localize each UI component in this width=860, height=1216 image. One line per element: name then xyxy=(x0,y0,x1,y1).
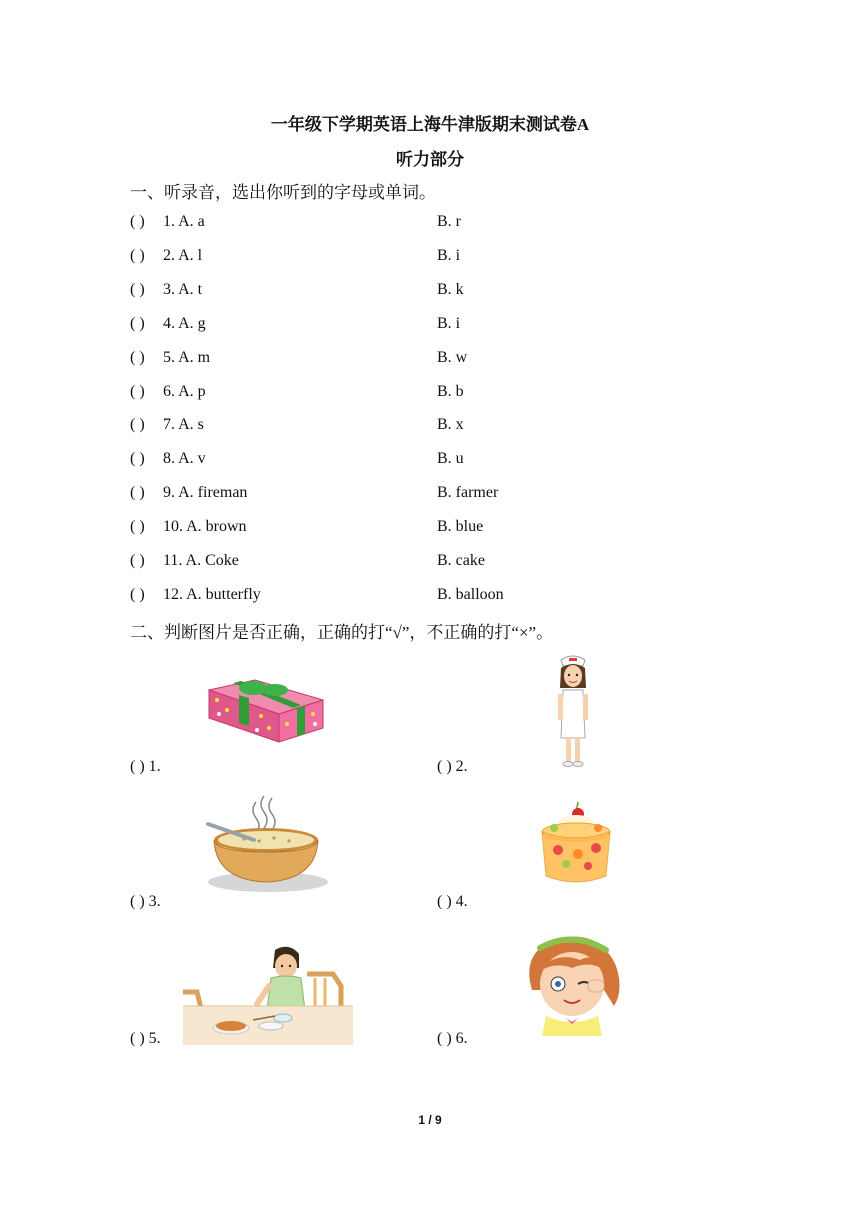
option-b: B. r xyxy=(437,213,461,230)
option-b: B. blue xyxy=(437,518,484,535)
option-b: B. cake xyxy=(437,552,485,569)
question-row xyxy=(130,281,730,303)
section-2-heading: 二、判断图片是否正确，正确的打“√”，不正确的打“×”。 xyxy=(130,623,554,642)
option-b: B. b xyxy=(437,383,464,400)
option-b: B. x xyxy=(437,416,464,433)
gift-box-picture xyxy=(205,678,327,744)
answer-blank: ( ) xyxy=(130,450,145,467)
jelly-dessert-picture xyxy=(538,798,614,888)
option-b: B. w xyxy=(437,349,468,366)
answer-blank: ( ) xyxy=(130,416,145,433)
question-row xyxy=(130,315,730,337)
option-a: 3. A. t xyxy=(163,281,203,298)
section-subtitle: 听力部分 xyxy=(396,150,464,169)
question-row xyxy=(130,586,730,608)
answer-blank: ( ) xyxy=(130,552,145,569)
answer-blank: ( ) xyxy=(130,484,145,501)
page-title: 一年级下学期英语上海牛津版期末测试卷A xyxy=(270,115,590,134)
question-row xyxy=(130,416,730,438)
question-row xyxy=(130,552,730,574)
picture-label: ( ) 6. xyxy=(437,1030,468,1047)
option-a: 2. A. l xyxy=(163,247,203,264)
question-row xyxy=(130,450,730,472)
option-b: B. i xyxy=(437,247,461,264)
option-b: B. farmer xyxy=(437,484,499,501)
option-a: 1. A. a xyxy=(163,213,205,230)
answer-blank: ( ) xyxy=(130,315,145,332)
option-a: 8. A. v xyxy=(163,450,206,467)
question-row xyxy=(130,247,730,269)
section-1-heading: 一、听录音，选出你听到的字母或单词。 xyxy=(130,183,436,202)
page-number: 1 / 9 xyxy=(418,1113,442,1127)
answer-blank: ( ) xyxy=(130,518,145,535)
soup-bowl-picture xyxy=(204,794,330,894)
answer-blank: ( ) xyxy=(130,247,145,264)
option-a: 12. A. butterfly xyxy=(163,586,261,603)
girl-eye-picture xyxy=(520,930,624,1036)
option-b: B. k xyxy=(437,281,464,298)
question-row xyxy=(130,484,730,506)
option-a: 9. A. fireman xyxy=(163,484,248,501)
option-a: 5. A. m xyxy=(163,349,211,366)
question-row xyxy=(130,518,730,540)
answer-blank: ( ) xyxy=(130,281,145,298)
option-a: 11. A. Coke xyxy=(163,552,239,569)
option-a: 6. A. p xyxy=(163,383,206,400)
option-a: 10. A. brown xyxy=(163,518,247,535)
option-a: 7. A. s xyxy=(163,416,204,433)
picture-label: ( ) 2. xyxy=(437,758,468,775)
picture-label: ( ) 3. xyxy=(130,893,161,910)
option-b: B. i xyxy=(437,315,461,332)
nurse-picture xyxy=(553,654,593,768)
question-row xyxy=(130,213,730,235)
boy-eating-fish-picture xyxy=(183,946,353,1045)
option-b: B. balloon xyxy=(437,586,504,603)
answer-blank: ( ) xyxy=(130,213,145,230)
picture-label: ( ) 5. xyxy=(130,1030,161,1047)
option-b: B. u xyxy=(437,450,464,467)
answer-blank: ( ) xyxy=(130,383,145,400)
question-row xyxy=(130,383,730,405)
picture-label: ( ) 1. xyxy=(130,758,161,775)
answer-blank: ( ) xyxy=(130,349,145,366)
option-a: 4. A. g xyxy=(163,315,206,332)
question-row xyxy=(130,349,730,371)
picture-label: ( ) 4. xyxy=(437,893,468,910)
answer-blank: ( ) xyxy=(130,586,145,603)
